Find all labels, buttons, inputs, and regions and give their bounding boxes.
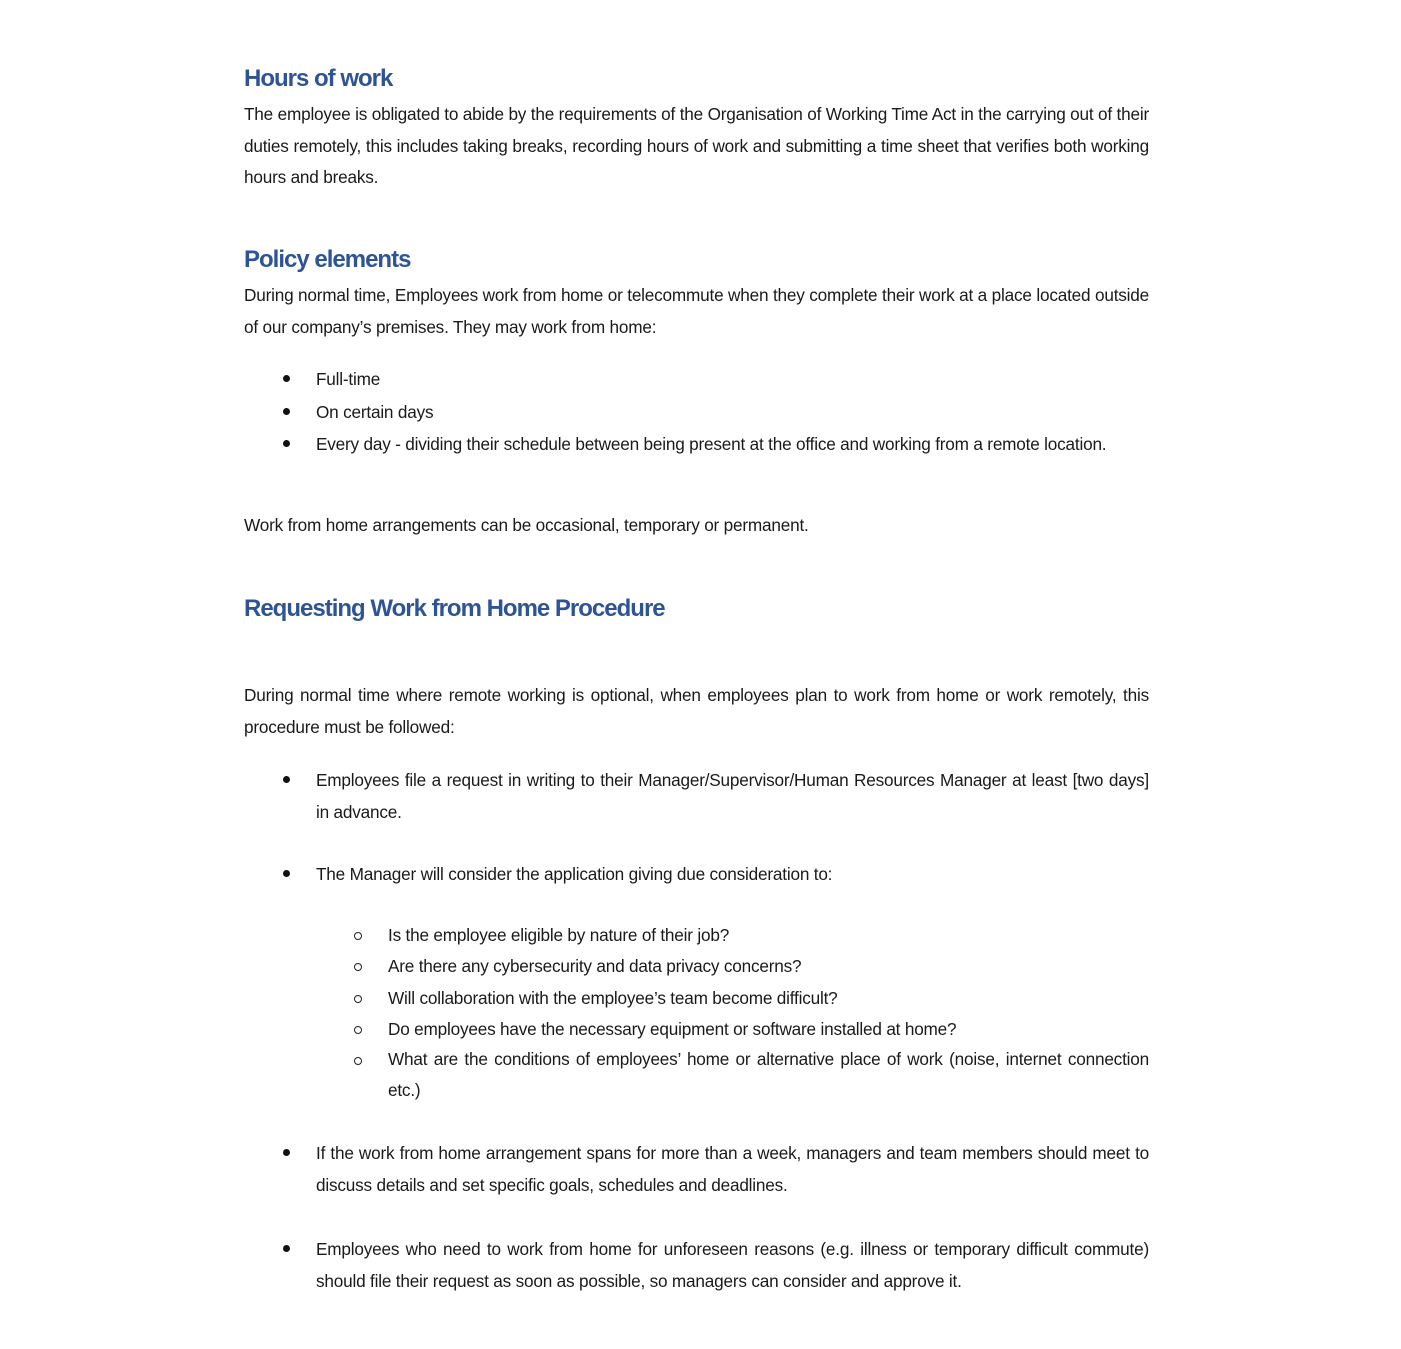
bullet-icon [281, 373, 293, 385]
consideration-item-cybersecurity: Are there any cybersecurity and data privacy concerns? [388, 956, 802, 976]
paragraph-policy-intro: During normal time, Employees work from home or telecommute when they complete their work at a place located outside of our company’s premises. They may work from home: [244, 285, 1149, 337]
heading-hours-of-work: Hours of work [244, 65, 393, 92]
paragraph-hours-of-work: The employee is obligated to abide by the requirements of the Organisation of Working Time Act in the carrying out of their duties remotely, this includes taking breaks, recording hours of work and submitting a time sheet that verifies both working hours and breaks. [244, 104, 1149, 187]
bullet-icon [281, 438, 293, 450]
heading-policy-elements: Policy elements [244, 246, 411, 273]
list-item-file-request: Employees file a request in writing to their Manager/Supervisor/Human Resources Manager at least [two days] in advance. [316, 770, 1149, 822]
hollow-bullet-icon [353, 931, 365, 943]
hollow-bullet-icon [353, 994, 365, 1006]
paragraph-procedure-intro: During normal time where remote working is optional, when employees plan to work from home or work remotely, this procedure must be followed: [244, 685, 1149, 737]
consideration-item-collaboration: Will collaboration with the employee’s team become difficult? [388, 988, 838, 1008]
list-item-manager-consider: The Manager will consider the application giving due consideration to: [316, 864, 833, 884]
heading-requesting-procedure: Requesting Work from Home Procedure [244, 595, 665, 622]
bullet-icon [281, 1243, 293, 1255]
list-item-certain-days: On certain days [316, 402, 434, 422]
bullet-icon [281, 406, 293, 418]
hollow-bullet-icon [353, 962, 365, 974]
list-item-unforeseen: Employees who need to work from home for unforeseen reasons (e.g. illness or temporary difficult commute) should file their request as soon as possible, so managers can consider and approve it. [316, 1239, 1149, 1291]
bullet-icon [281, 774, 293, 786]
bullet-icon [281, 868, 293, 880]
consideration-item-conditions: What are the conditions of employees’ home or alternative place of work (noise, internet connection etc.) [388, 1049, 1149, 1100]
hollow-bullet-icon [353, 1056, 365, 1068]
bullet-icon [281, 1147, 293, 1159]
list-item-team-meeting: If the work from home arrangement spans for more than a week, managers and team members should meet to discuss details and set specific goals, schedules and deadlines. [316, 1143, 1149, 1195]
paragraph-policy-closing: Work from home arrangements can be occasional, temporary or permanent. [244, 515, 809, 535]
consideration-item-eligibility: Is the employee eligible by nature of their job? [388, 925, 730, 945]
hollow-bullet-icon [353, 1025, 365, 1037]
list-item-full-time: Full-time [316, 369, 381, 389]
consideration-item-equipment: Do employees have the necessary equipment or software installed at home? [388, 1019, 957, 1039]
list-item-every-day: Every day - dividing their schedule between being present at the office and working from a remote location. [316, 434, 1107, 454]
